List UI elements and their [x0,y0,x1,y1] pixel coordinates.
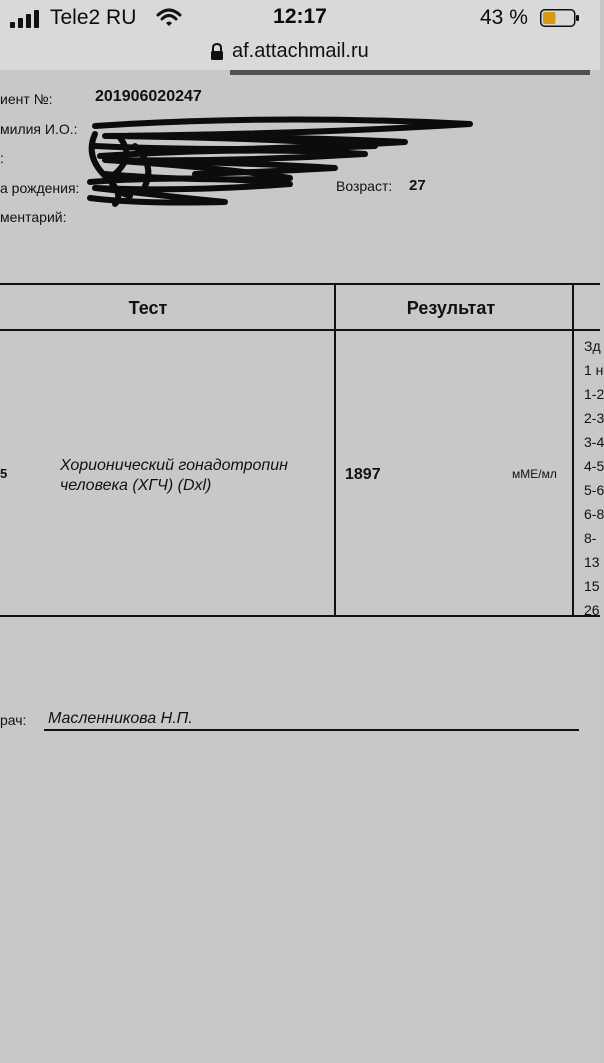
reference-fragment: 8- [584,530,597,546]
battery-icon [540,9,580,27]
name-label: милия И.О.: [0,121,78,137]
sex-label: : [0,150,4,166]
status-bar [0,0,600,36]
reference-fragment: 1-2 [584,386,604,402]
column-header-result: Результат [406,298,496,318]
result-unit: мМЕ/мл [512,467,557,481]
column-header-test: Тест [128,298,168,318]
age-value: 27 [409,177,426,194]
document-page [0,70,604,1063]
reference-fragment: 2-3 [584,410,604,426]
patient-no-value: 201906020247 [95,88,202,105]
table-grid [0,70,600,770]
signature-line [44,729,579,731]
doctor-label: рач: [0,712,27,728]
lock-icon [210,43,224,61]
test-name: Хорионический гонадотропин человека (ХГЧ) (Dxl) [60,457,288,494]
reference-fragment: Зд [584,338,601,354]
reference-fragment: 4-5 [584,458,604,474]
clock-time: 12:17 [273,5,327,28]
carrier-name: Tele2 RU [50,6,137,29]
comment-label: ментарий: [0,209,67,225]
reference-fragment: 1 н [584,362,604,378]
reference-fragment: 3-4 [584,434,604,450]
url-bar[interactable] [0,36,600,70]
row-code-fragment: 5 [0,466,8,481]
url-text[interactable]: af.attachmail.ru [232,40,369,62]
doctor-name: Масленникова Н.П. [48,710,193,727]
patient-no-label: иент №: [0,91,53,107]
battery-percent: 43 % [480,6,528,29]
reference-fragment: 6-8 [584,506,604,522]
reference-ranges-column [584,334,604,622]
reference-fragment: 13 [584,554,600,570]
reference-fragment: 5-6 [584,482,604,498]
result-value: 1897 [345,466,381,483]
reference-fragment: 26 [584,602,600,618]
age-label: Возраст: [336,178,393,194]
dob-label: а рождения: [0,180,80,196]
reference-fragment: 15 [584,578,600,594]
